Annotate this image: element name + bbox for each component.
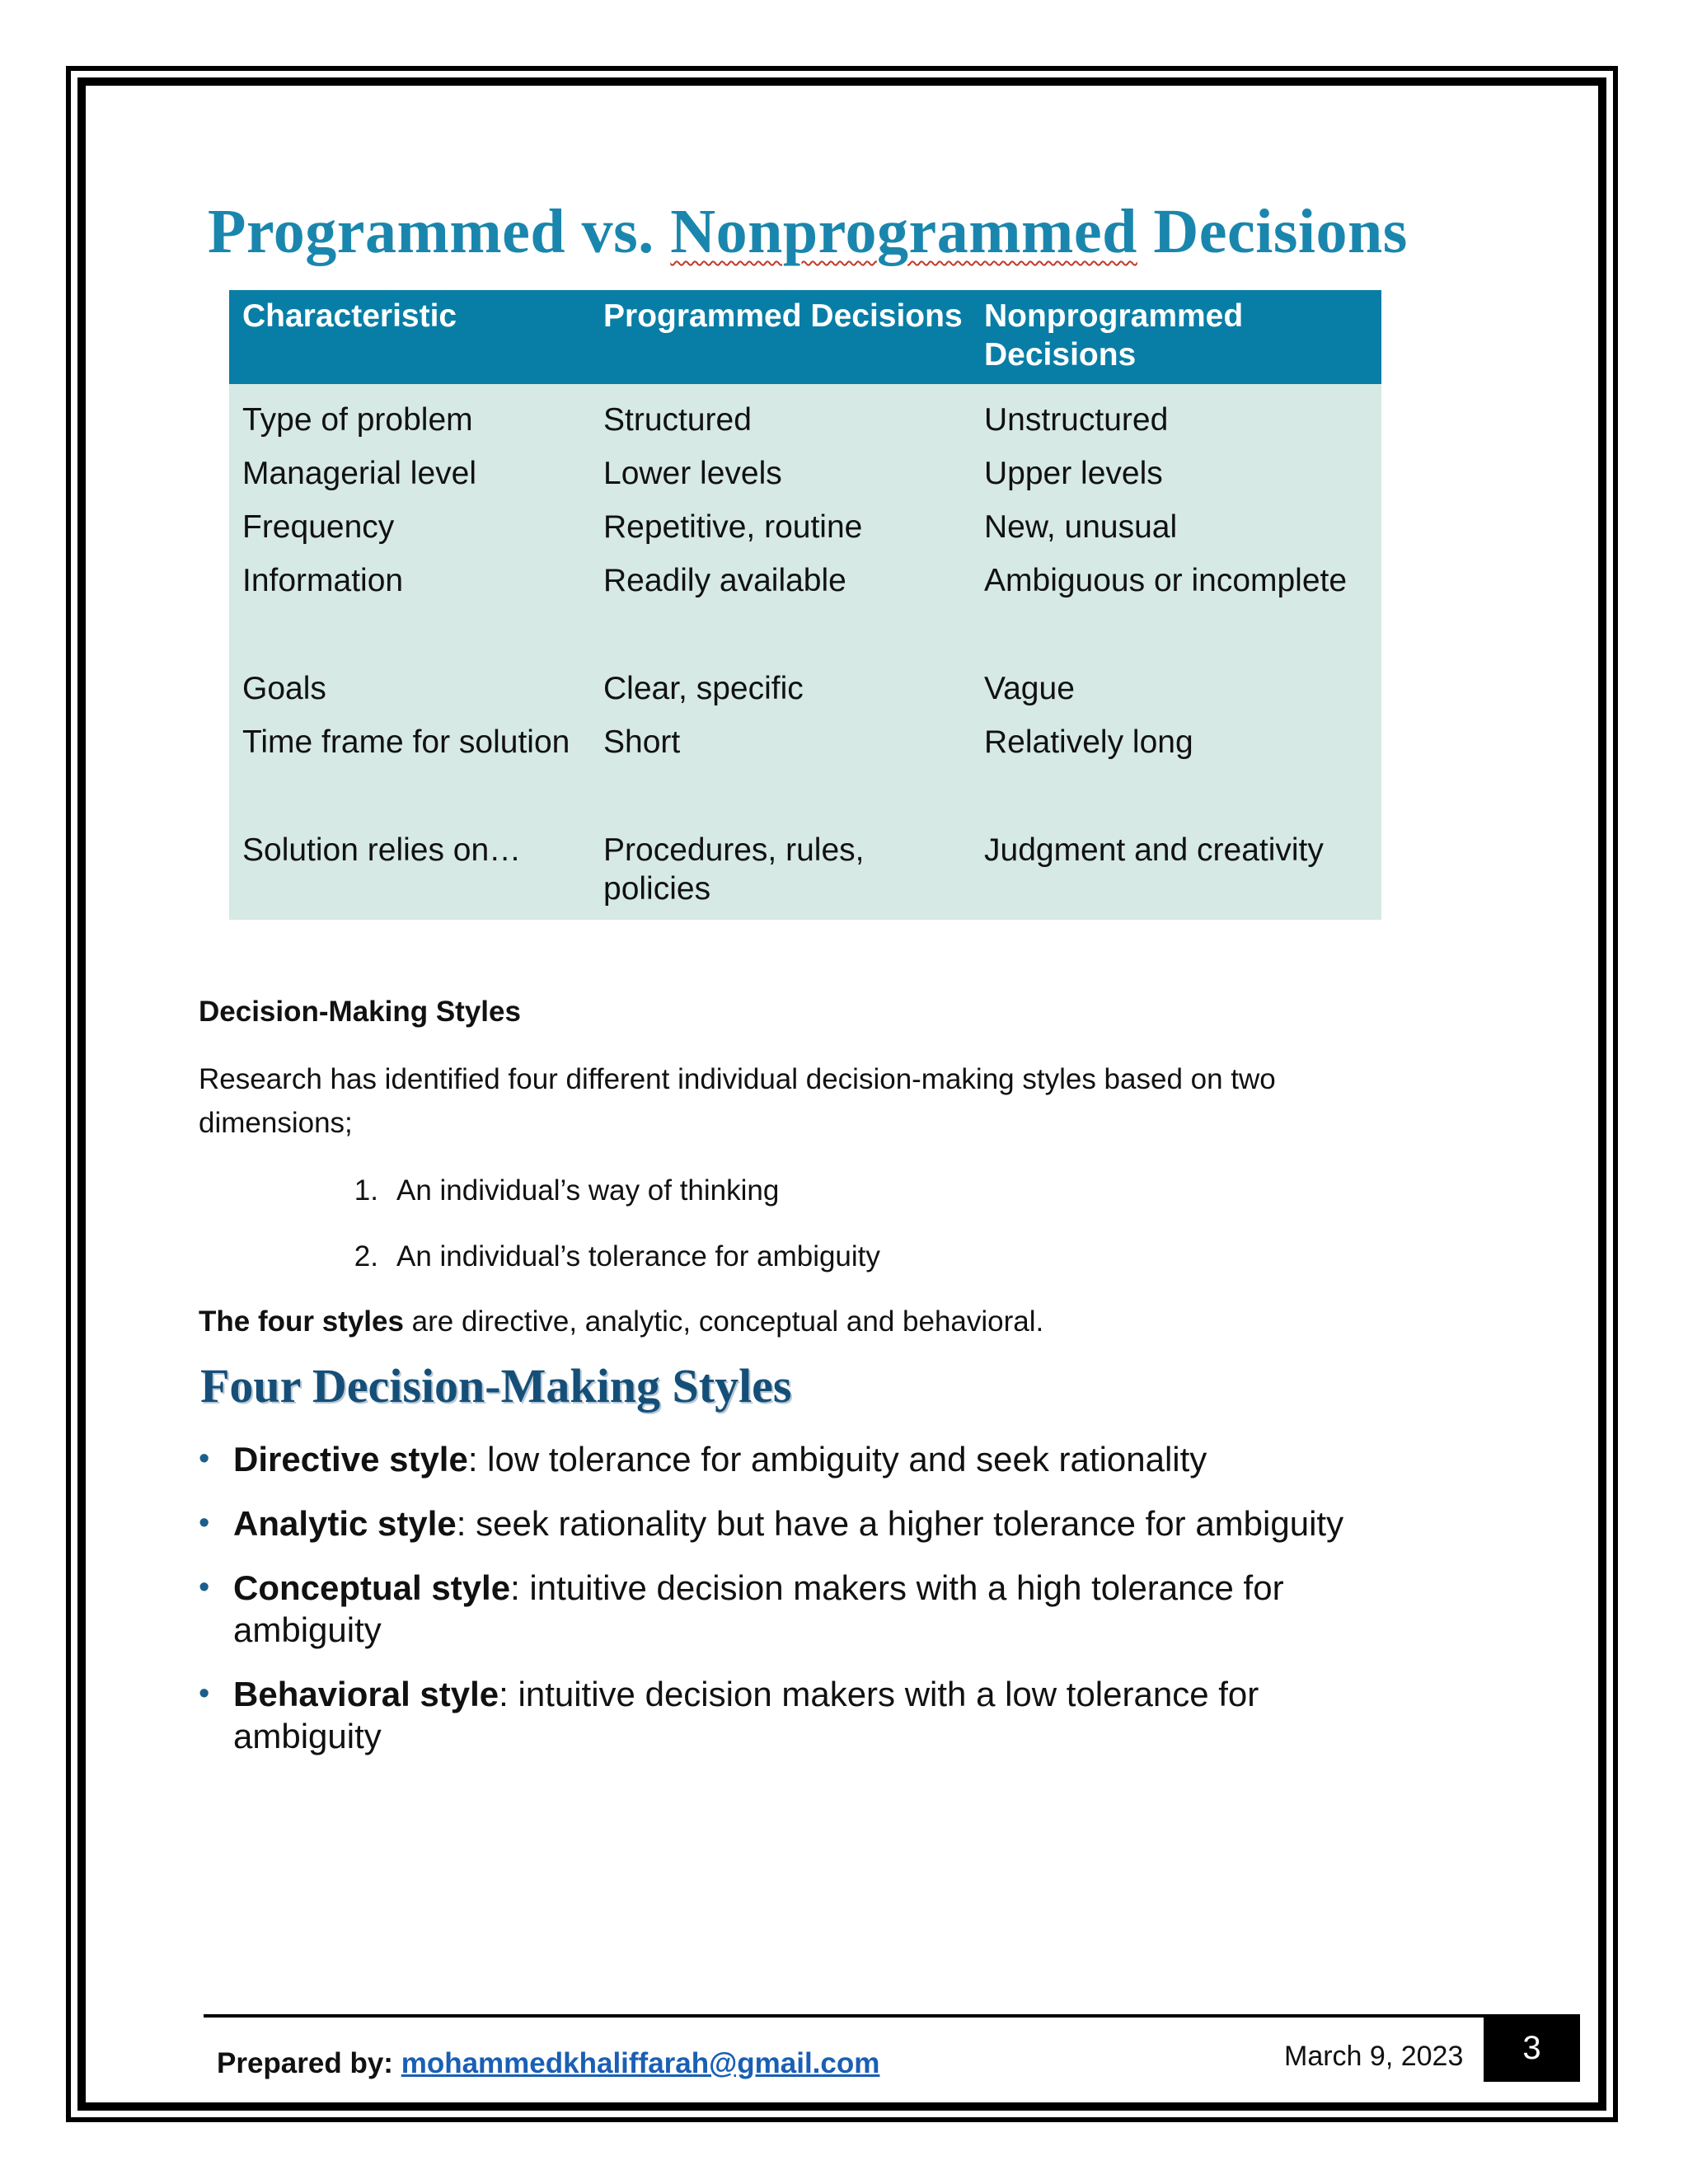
list-text: An individual’s way of thinking xyxy=(396,1174,780,1207)
style-desc: : intuitive decision makers with a high tolerance for ambiguity xyxy=(233,1568,1284,1649)
table-cell: Unstructured xyxy=(971,384,1381,454)
footer-divider xyxy=(204,2014,1580,2018)
table-row xyxy=(229,508,1381,561)
four-styles-sentence xyxy=(199,1300,1043,1343)
intro-paragraph: Research has identified four different individual decision-making styles based on two dimensions; xyxy=(199,1063,1276,1139)
bullet-icon: • xyxy=(199,1570,210,1605)
table-cell: Lower levels xyxy=(590,454,971,508)
page-number: 3 xyxy=(1484,2014,1580,2082)
title-part-1: Programmed vs. xyxy=(208,197,671,266)
table-cell: Time frame for solution xyxy=(229,723,590,831)
style-desc: : low tolerance for ambiguity and seek rationality xyxy=(467,1440,1207,1479)
table-header-row xyxy=(229,290,1381,384)
style-desc: : intuitive decision makers with a low tolerance for ambiguity xyxy=(233,1675,1259,1755)
table-cell: Procedures, rules, policies xyxy=(590,831,971,920)
footer-prepared-by xyxy=(217,2047,879,2080)
table-cell: Information xyxy=(229,561,590,669)
table-cell: Type of problem xyxy=(229,384,590,454)
list-text: An individual’s tolerance for ambiguity xyxy=(396,1240,880,1272)
bullet-icon: • xyxy=(199,1441,210,1476)
comparison-title xyxy=(208,196,1408,268)
prepared-label: Prepared by: xyxy=(217,2047,401,2079)
style-name: Directive style xyxy=(233,1440,468,1479)
table-row xyxy=(229,669,1381,723)
list-item xyxy=(199,1673,1353,1757)
table-row xyxy=(229,384,1381,454)
list-number: 2. xyxy=(354,1240,378,1272)
title-part-2: Nonprogrammed xyxy=(670,197,1137,266)
style-desc: : seek rationality but have a higher tolerance for ambiguity xyxy=(456,1504,1344,1543)
table-cell: Solution relies on… xyxy=(229,831,590,920)
table-cell: Managerial level xyxy=(229,454,590,508)
table-cell: Goals xyxy=(229,669,590,723)
bullet-icon: • xyxy=(199,1676,210,1711)
style-name: Analytic style xyxy=(233,1504,457,1543)
table-row xyxy=(229,561,1381,669)
table-cell: Repetitive, routine xyxy=(590,508,971,561)
table-row xyxy=(229,723,1381,831)
list-number: 1. xyxy=(354,1174,378,1207)
header-programmed: Programmed Decisions xyxy=(590,290,971,384)
header-characteristic: Characteristic xyxy=(229,290,590,384)
header-nonprogrammed: Nonprogrammed Decisions xyxy=(971,290,1381,384)
four-styles-rest: are directive, analytic, conceptual and behavioral. xyxy=(403,1305,1044,1338)
table-cell: Frequency xyxy=(229,508,590,561)
table-row xyxy=(229,454,1381,508)
footer-date: March 9, 2023 xyxy=(1284,2041,1464,2072)
list-item xyxy=(199,1502,1353,1544)
title-part-3: Decisions xyxy=(1137,197,1408,266)
style-name: Behavioral style xyxy=(233,1675,499,1713)
section-heading: Decision-Making Styles xyxy=(199,996,521,1028)
table-cell: Ambiguous or incomplete xyxy=(971,561,1381,669)
table-cell: Judgment and creativity xyxy=(971,831,1381,920)
table-cell: Upper levels xyxy=(971,454,1381,508)
list-item xyxy=(199,1438,1353,1480)
table-row xyxy=(229,831,1381,920)
table-cell: Clear, specific xyxy=(590,669,971,723)
table-cell: Readily available xyxy=(590,561,971,669)
author-email-link[interactable]: mohammedkhaliffarah@gmail.com xyxy=(401,2047,880,2079)
table-cell: Structured xyxy=(590,384,971,454)
comparison-table xyxy=(229,290,1381,920)
table-cell: New, unusual xyxy=(971,508,1381,561)
table-cell: Relatively long xyxy=(971,723,1381,831)
bullet-icon: • xyxy=(199,1506,210,1540)
style-name: Conceptual style xyxy=(233,1568,511,1607)
four-styles-bold: The four styles xyxy=(199,1305,404,1338)
table-cell: Short xyxy=(590,723,971,831)
styles-title: Four Decision-Making Styles xyxy=(200,1359,792,1413)
table-cell: Vague xyxy=(971,669,1381,723)
list-item xyxy=(199,1567,1353,1651)
styles-list xyxy=(199,1438,1353,1779)
